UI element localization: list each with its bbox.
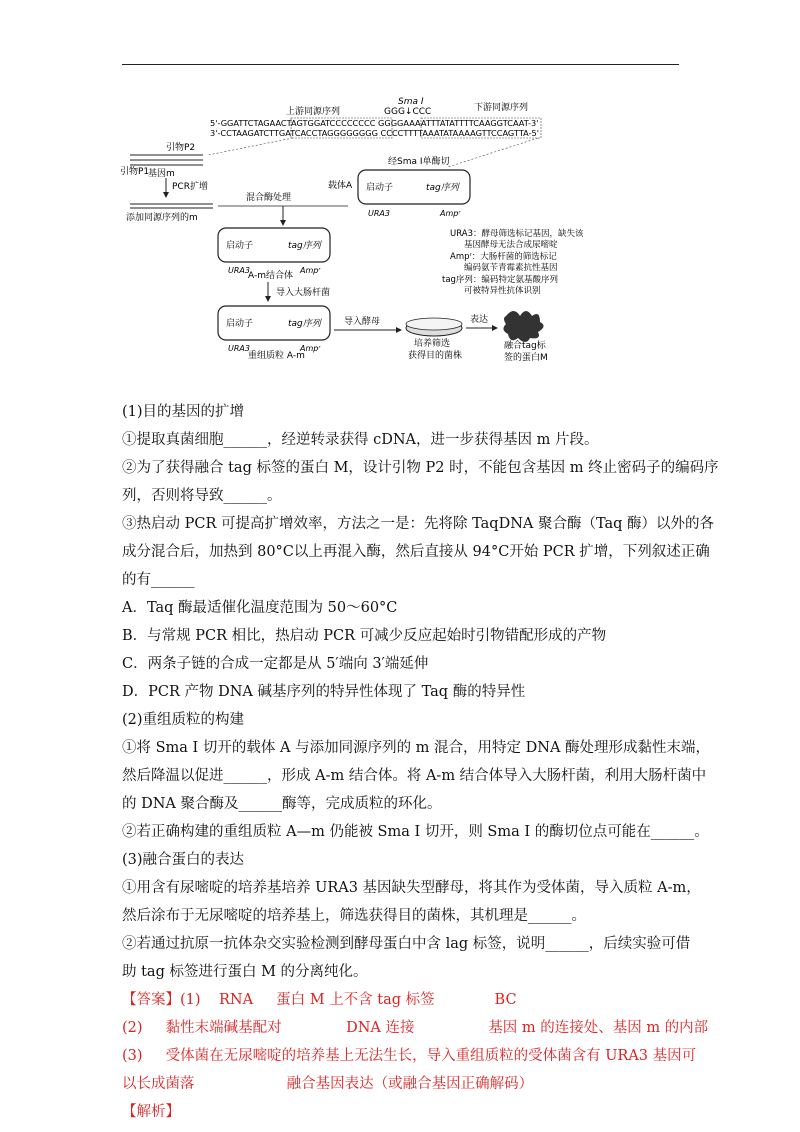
question-2-1c: 的 DNA 聚合酶及______酶等，完成质粒的环化。 xyxy=(122,796,442,812)
answer-line-1 xyxy=(122,990,517,1010)
option-d: D．PCR 产物 DNA 碱基序列的特异性体现了 Taq 酶的特异性 xyxy=(122,684,526,700)
question-1-3c: 的有______ xyxy=(122,572,195,588)
question-2-2: ②若正确构建的重组质粒 A—m 仍能被 Sma I 切开，则 Sma I 的酶切位点可能在______。 xyxy=(122,824,709,840)
ura3-label-3: URA3 xyxy=(228,344,250,353)
question-1-3b: 成分混合后，加热到 80°C以上再混入酶，然后直接从 94°C开始 PCR 扩增，下列叙述正确 xyxy=(122,544,710,560)
add-homolog-label: 添加同源序列的m xyxy=(126,213,198,223)
legend-ura3-2: 基因酵母无法合成尿嘧啶 xyxy=(464,240,558,250)
downstream-label: 下游同源序列 xyxy=(474,103,529,113)
answer-line-4: 以长成菌落 融合基因表达（或融合基因正确解码） xyxy=(122,1076,534,1092)
legend-tag-2: 可被特异性抗体识别 xyxy=(464,286,541,296)
question-2-1b: 然后降温以促进______，形成 A-m 结合体。将 A-m 结合体导入大肠杆菌，利用大肠杆菌中 xyxy=(122,768,707,784)
legend-amp-1: Ampʳ：大肠杆菌的筛选标记 xyxy=(450,252,557,262)
amp-label-3: Ampʳ xyxy=(300,344,321,353)
answer-line-2: (2) 黏性末端碱基配对 DNA 连接 基因 m 的连接处、基因 m 的内部 xyxy=(122,1020,709,1036)
answer-line-3: (3) 受体菌在无尿嘧啶的培养基上无法生长，导入重组质粒的受体菌含有 URA3 基因可 xyxy=(122,1048,697,1064)
option-b: B．与常规 PCR 相比，热启动 PCR 可减少反应起始时引物错配形成的产物 xyxy=(122,628,607,644)
question-1-1: ①提取真菌细胞______，经逆转录获得 cDNA，进一步获得基因 m 片段。 xyxy=(122,432,599,448)
legend-amp-2: 编码氨苄青霉素抗性基因 xyxy=(464,263,558,273)
tag-label-3: tag序列 xyxy=(288,319,321,329)
sma-label: Sma I xyxy=(398,97,424,107)
primer-p2: 引物P2 xyxy=(166,143,196,153)
analysis-label: 【解析】 xyxy=(122,1104,180,1120)
pcr-label: PCR扩增 xyxy=(172,182,208,192)
into-ecoli-label: 导入大肠杆菌 xyxy=(276,288,331,298)
get-strain-label: 获得目的菌株 xyxy=(408,351,463,361)
experiment-diagram xyxy=(118,92,678,392)
recomb-plasmid-label: 重组质粒 A-m xyxy=(248,351,305,361)
sequence-top: 5'-GGATTCTAGAACTAGTGGATCCCCCCCC GGGGAAAATTTATATTTTCAAGGTCAAT-3' xyxy=(210,118,539,128)
question-1-2b: 列，否则将导致______。 xyxy=(122,488,282,504)
header-rule xyxy=(122,64,679,65)
fusion-label-1: 融合tag标 xyxy=(504,341,546,351)
option-a: A．Taq 酶最适催化温度范围为 50～60°C xyxy=(122,600,398,616)
ura3-label-2: URA3 xyxy=(228,266,250,275)
into-yeast-label: 导入酵母 xyxy=(344,317,381,327)
question-1-3a: ③热启动 PCR 可提高扩增效率，方法之一是：先将除 TaqDNA 聚合酶（Taq 酶）以外的各 xyxy=(122,516,715,532)
fusion-label-2: 签的蛋白M xyxy=(504,353,548,363)
question-3-1a: ①用含有尿嘧啶的培养基培养 URA3 基因缺失型酵母，将其作为受体菌，导入质粒 A-m， xyxy=(122,880,701,896)
question-3-2a: ②若通过抗原一抗体杂交实验检测到酵母蛋白中含 lag 标签，说明______，后续实验可借 xyxy=(122,936,691,952)
question-2-1a: ①将 Sma I 切开的载体 A 与添加同源序列的 m 混合，用特定 DNA 酶处理形成黏性末端， xyxy=(122,740,711,756)
section-2-heading: (2)重组质粒的构建 xyxy=(122,712,245,728)
tag-label-1: tag序列 xyxy=(426,183,459,193)
question-1-2a: ②为了获得融合 tag 标签的蛋白 M，设计引物 P2 时，不能包含基因 m 终止密码子的编码序 xyxy=(122,460,719,476)
express-label: 表达 xyxy=(470,315,489,325)
sequence-bottom: 3'-CCTAAGATCTTGATCACCTAGGGGGGGG CCCCTTTTAAATATAAAAGTTCCAGTTA-5' xyxy=(210,128,540,138)
answer-text-1: (1) RNA 蛋白 M 上不含 tag 标签 BC xyxy=(180,992,517,1008)
sma-cut-label: 经Sma I单酶切 xyxy=(388,157,450,167)
tag-label-2: tag序列 xyxy=(288,241,321,251)
upstream-label: 上游同源序列 xyxy=(286,107,341,117)
gene-m: 基因m xyxy=(148,169,175,179)
primer-p1: 引物P1 xyxy=(120,167,150,177)
legend-tag-1: tag序列：编码特定氨基酸序列 xyxy=(442,275,558,285)
ura3-label-1: URA3 xyxy=(368,209,390,218)
option-c: C．两条子链的合成一定都是从 5′端向 3′端延伸 xyxy=(122,656,429,672)
question-3-1b: 然后涂布于无尿嘧啶的培养基上，筛选获得目的菌株，其机理是______。 xyxy=(122,908,586,924)
mix-enzyme-label: 混合酶处理 xyxy=(246,193,292,203)
answer-label: 【答案】 xyxy=(122,992,180,1008)
promoter-label-2: 启动子 xyxy=(226,241,254,251)
promoter-label-1: 启动子 xyxy=(366,183,394,193)
sma-site-top: GGG↓CCC xyxy=(384,107,432,117)
legend-ura3-1: URA3：酵母筛选标记基因，缺失该 xyxy=(450,229,584,239)
section-1-heading: (1)目的基因的扩增 xyxy=(122,404,245,420)
section-3-heading: (3)融合蛋白的表达 xyxy=(122,852,245,868)
promoter-label-3: 启动子 xyxy=(226,319,254,329)
protein-icon xyxy=(503,311,543,342)
question-3-2b: 助 tag 标签进行蛋白 M 的分离纯化。 xyxy=(122,964,368,980)
culture-label: 培养筛选 xyxy=(414,339,451,349)
amp-label-1: Ampʳ xyxy=(440,209,461,218)
vector-a-label: 载体A xyxy=(328,181,353,191)
am-complex-label: A-m结合体 xyxy=(248,271,293,281)
amp-label-2: Ampʳ xyxy=(300,266,321,275)
